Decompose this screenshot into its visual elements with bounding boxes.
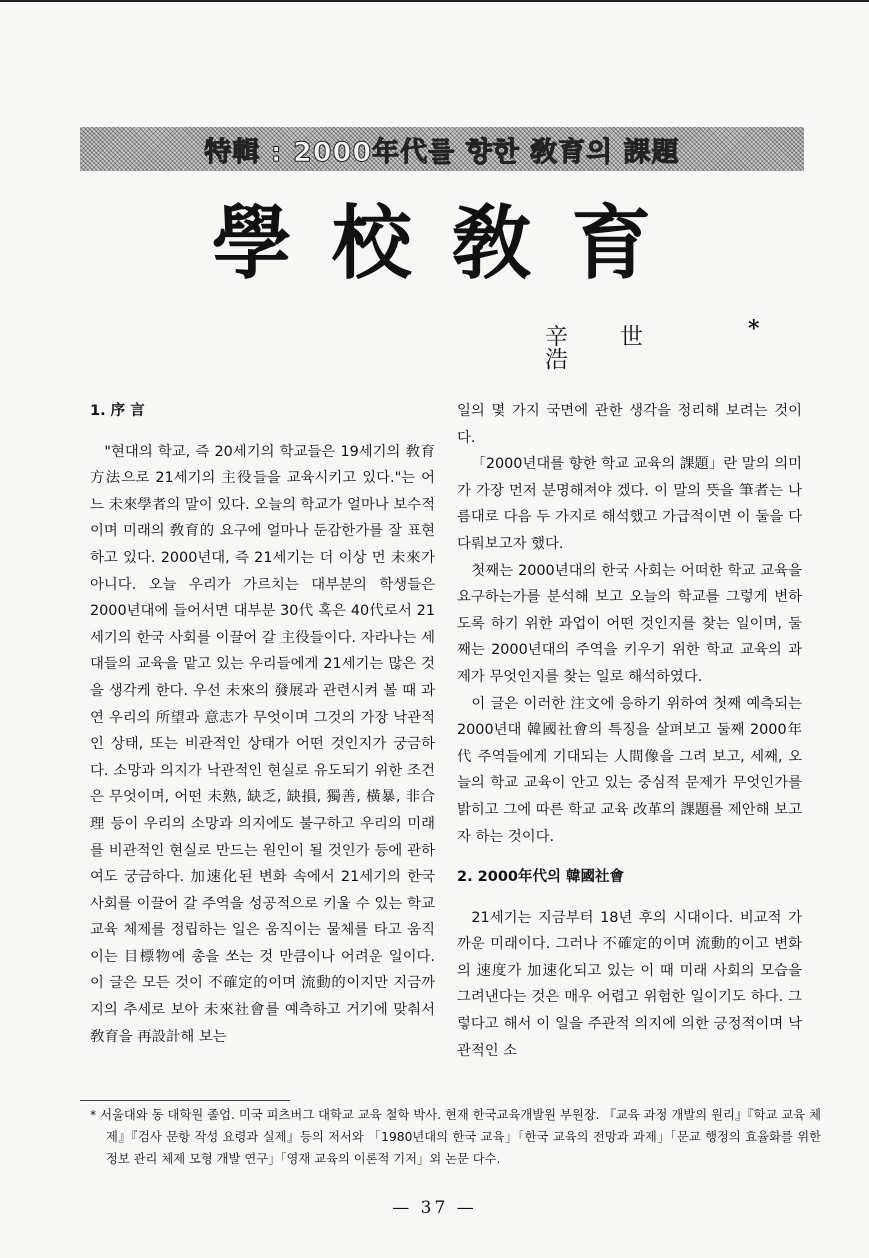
footnote-rule	[80, 1100, 290, 1101]
paragraph: 「2000년대를 향한 학교 교육의 課題」란 말의 의미가 가장 먼저 분명해져야 겠다. 이 말의 뜻을 筆者는 나름대로 다음 두 가지로 해석했고 가급적이면 이 둘을 다 다뤄보고자 했다.	[457, 456, 802, 552]
author-footnote-mark: *	[748, 316, 760, 342]
page-number: — 37 —	[392, 1198, 477, 1218]
section-heading-introduction: 1. 序 言	[90, 403, 145, 419]
section-heading-korean-society: 2. 2000年代의 韓國社會	[457, 869, 625, 886]
article-title: 學 校 敎 育	[211, 196, 658, 290]
special-issue-banner	[80, 127, 804, 171]
heading-gap	[90, 425, 435, 439]
paragraph: 21세기는 지금부터 18년 후의 시대이다. 비교적 가까운 미래이다. 그러나 不確定的이며 流動的이고 변화의 速度가 加速化되고 있는 이 때 미래 사회의 모습을 그려낸다는 것은 매우 어렵고 위험한 일이기도 하다. 그렇다고 해서 이 일을 주관적 의지에 의한 긍정적이며 낙관적인 소	[457, 909, 802, 1059]
right-column	[457, 398, 802, 1064]
paragraph: 첫째는 2000년대의 한국 사회는 어떠한 학교 교육을 요구하는가를 분석해 보고 오늘의 학교를 그렇게 변하도록 하기 위한 과업이 어떤 것인지를 찾는 일이며, 둘째는 2000년대의 주역을 키우기 위한 학교 교육의 과제가 무엇인지를 찾는 일로 해석하였다.	[457, 562, 802, 685]
author-name: 辛世浩	[545, 324, 695, 373]
top-rule	[0, 0, 869, 2]
paragraph: "현대의 학교, 즉 20세기의 학교들은 19세기의 敎育方法으로 21세기의 主役들을 교육시키고 있다."는 어느 未來學者의 말이 있다. 오늘의 학교가 얼마나 보수적이며 미래의 敎育的 요구에 얼마나 둔감한가를 잘 표현하고 있다. 2000년대, 즉 21세기는 더 이상 먼 未來가 아니다. 오늘 우리가 가르치는 대부분의 학생들은 2000년대에 들어서면 대부분 30代 혹은 40代로서 21세기의 한국 사회를 이끌어 갈 主役들이다. 자라나는 세대들의 교육을 맡고 있는 우리들에게 21세기는 많은 것을 생각케 한다. 우선 未來의 發展과 관련시켜 볼 때 과연 우리의 所望과 意志가 무엇이며 그것의 가장 낙관적인 상태, 또는 비관적인 상태가 어떤 것인지가 궁금하다. 소망과 의지가 낙관적인 현실로 유도되기 위한 조건은 무엇이며, 어떤 未熟, 缺乏, 缺損, 獨善, 橫暴, 非合理 등이 우리의 소망과 의지에도 불구하고 우리의 미래를 비관적인 현실로 만드는 원인이 될 것인가 등에 관하여도 궁금하다. 加速化된 변화 속에서 21세기의 한국 사회를 이끌어 갈 주역을 성공적으로 키울 수 있는 학교 교육 체제를 정립하는 일은 움직이는 물체를 타고 움직이는 目標物에 총을 쏘는 것 만큼이나 어려운 일이다. 이 글은 모든 것이 不確定的이며 流動的이지만 지금까지의 추세로 보아 未來社會를 예측하고 거기에 맞춰서 敎育을 再設計해 보는	[90, 443, 435, 1045]
paragraph: 이 글은 이러한 注文에 응하기 위하여 첫째 예측되는 2000년대 韓國社會의 특징을 살펴보고 둘째 2000年代 주역들에게 기대되는 人間像을 그려 보고, 세째, 오늘의 학교 교육이 안고 있는 중심적 문제가 무엇인가를 밝히고 그에 따른 학교 교육 改革의 課題를 제안해 보고자 하는 것이다.	[457, 695, 802, 845]
paragraph: 일의 몇 가지 국면에 관한 생각을 정리해 보려는 것이다.	[457, 403, 802, 446]
section-gap	[457, 850, 802, 864]
left-column	[90, 398, 435, 1050]
author-footnote: * 서울대와 동 대학원 졸업. 미국 피츠버그 대학교 교육 철학 박사. 현재 한국교육개발원 부원장. 『교육 과정 개발의 원리』『학교 교육 체제』『검사 문항 작성 요령과 실제』등의 저서와 「1980년대의 한국 교육」「한국 교육의 전망과 과제」「문교 행정의 효율화를 위한 정보 관리 체제 모형 개발 연구」「영재 교육의 이론적 기저」외 논문 다수.	[90, 1108, 821, 1166]
heading-gap	[457, 891, 802, 905]
banner-title: 特輯 : 2000年代를 향한 敎育의 課題	[204, 136, 680, 168]
